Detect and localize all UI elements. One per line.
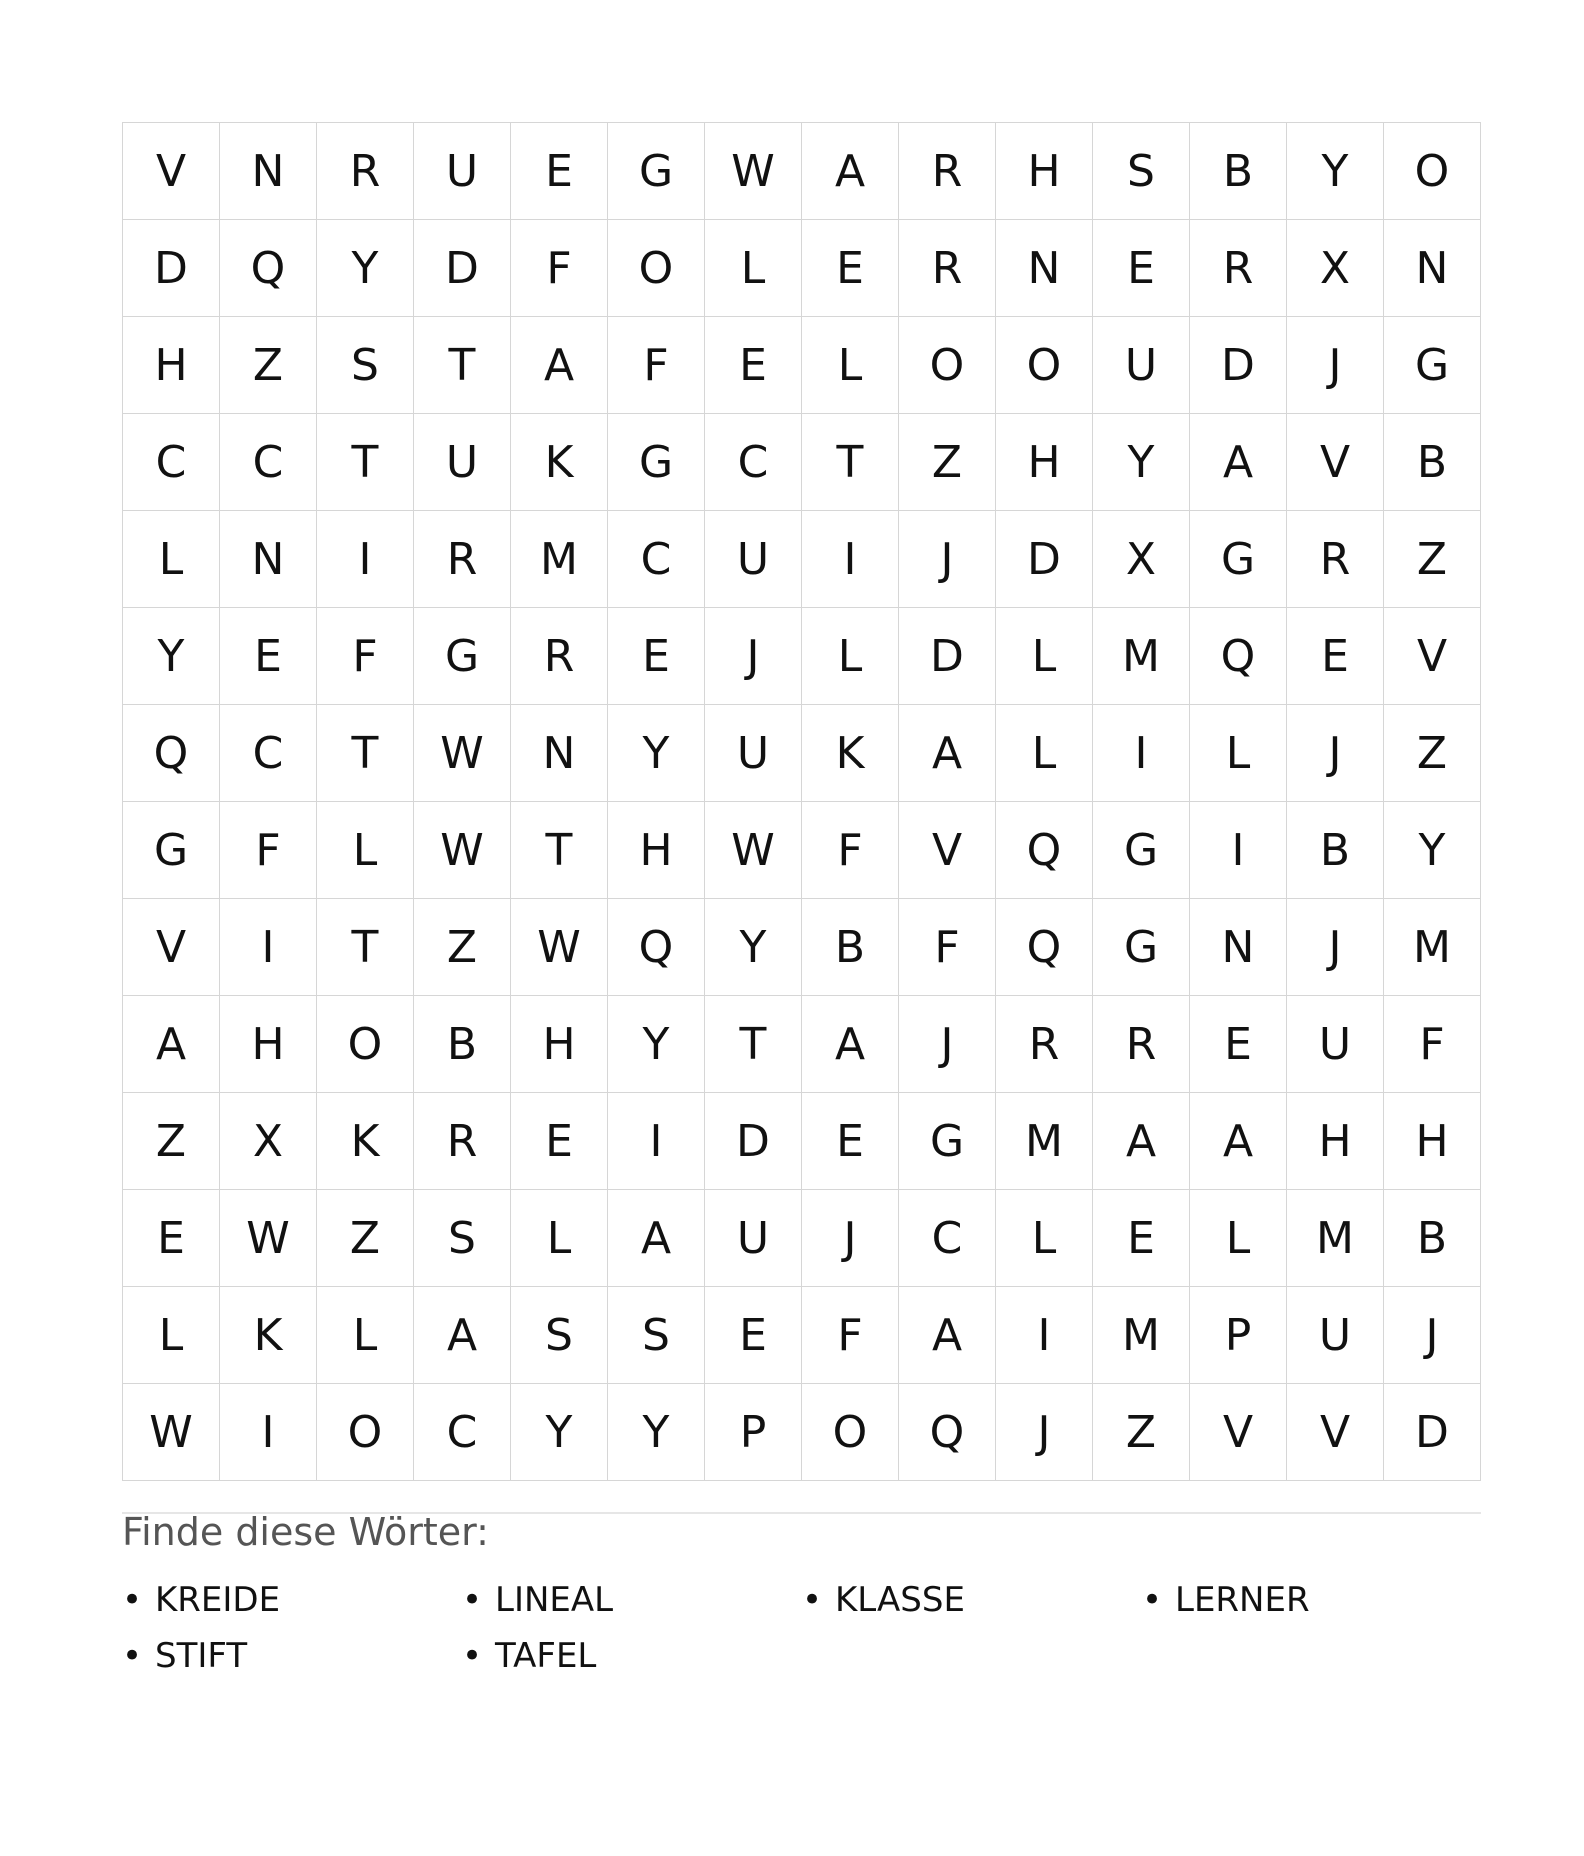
grid-cell[interactable]: I [220,899,317,996]
grid-cell[interactable]: I [802,511,899,608]
grid-cell[interactable]: I [220,1384,317,1481]
word-list-heading: Finde diese Wörter: [122,1510,489,1554]
grid-cell[interactable]: I [317,511,414,608]
grid-cell[interactable]: L [123,511,220,608]
word-list-item [1142,1572,1482,1628]
grid-cell[interactable]: J [1384,1287,1481,1384]
grid-cell[interactable]: Y [511,1384,608,1481]
grid-cell[interactable]: Y [1287,123,1384,220]
grid-cell[interactable]: E [1287,608,1384,705]
grid-cell[interactable]: U [414,123,511,220]
grid-cell[interactable]: L [705,220,802,317]
grid-cell[interactable]: F [511,220,608,317]
word-label: LERNER [1175,1580,1310,1620]
grid-cell[interactable]: L [802,317,899,414]
grid-cell[interactable]: B [802,899,899,996]
bullet-icon: • [802,1580,823,1620]
grid-cell[interactable]: U [705,1190,802,1287]
grid-cell[interactable]: L [511,1190,608,1287]
grid-cell[interactable]: S [317,317,414,414]
grid-cell[interactable]: N [1384,220,1481,317]
grid-cell[interactable]: H [220,996,317,1093]
grid-cell[interactable]: Z [1384,511,1481,608]
grid-cell[interactable]: I [1190,802,1287,899]
grid-cell[interactable]: A [899,1287,996,1384]
letter-grid [122,122,1481,1481]
grid-cell[interactable]: V [1287,414,1384,511]
grid-cell[interactable]: B [414,996,511,1093]
word-label: LINEAL [495,1580,614,1620]
grid-cell[interactable]: J [1287,899,1384,996]
grid-cell[interactable]: H [996,414,1093,511]
grid-cell[interactable]: B [1384,1190,1481,1287]
grid-cell[interactable]: J [899,996,996,1093]
grid-cell[interactable]: T [511,802,608,899]
grid-cell[interactable]: J [705,608,802,705]
grid-cell[interactable]: Z [1384,705,1481,802]
grid-cell[interactable]: O [317,996,414,1093]
bullet-icon: • [462,1580,483,1620]
grid-cell[interactable]: D [996,511,1093,608]
grid-cell[interactable]: L [1190,1190,1287,1287]
grid-cell[interactable]: E [123,1190,220,1287]
word-list-item [802,1572,1142,1628]
grid-cell[interactable]: C [608,511,705,608]
grid-cell[interactable]: W [705,802,802,899]
grid-cell[interactable]: E [802,1093,899,1190]
grid-cell[interactable]: Y [1093,414,1190,511]
grid-cell[interactable]: V [1287,1384,1384,1481]
grid-cell[interactable]: E [705,317,802,414]
grid-cell[interactable]: E [220,608,317,705]
grid-cell[interactable]: V [899,802,996,899]
grid-cell[interactable]: A [1190,414,1287,511]
grid-cell[interactable]: L [123,1287,220,1384]
grid-cell[interactable]: A [1190,1093,1287,1190]
grid-cell[interactable]: B [1190,123,1287,220]
grid-cell[interactable]: A [899,705,996,802]
grid-cell[interactable]: Z [1093,1384,1190,1481]
grid-cell[interactable]: Z [123,1093,220,1190]
grid-cell[interactable]: R [317,123,414,220]
word-label: TAFEL [495,1636,597,1676]
grid-cell[interactable]: K [802,705,899,802]
grid-cell[interactable]: Y [317,220,414,317]
grid-cell[interactable]: T [802,414,899,511]
grid-cell[interactable]: L [317,1287,414,1384]
grid-cell[interactable]: X [1287,220,1384,317]
grid-cell[interactable]: Y [123,608,220,705]
grid-cell[interactable]: X [220,1093,317,1190]
grid-cell[interactable]: M [511,511,608,608]
grid-cell[interactable]: U [1093,317,1190,414]
grid-cell[interactable]: C [123,414,220,511]
grid-cell[interactable]: N [220,123,317,220]
grid-cell[interactable]: K [511,414,608,511]
grid-cell[interactable]: Q [220,220,317,317]
grid-cell[interactable]: U [705,511,802,608]
grid-cell[interactable]: H [996,123,1093,220]
grid-cell[interactable]: W [220,1190,317,1287]
grid-cell[interactable]: F [899,899,996,996]
grid-cell[interactable]: G [414,608,511,705]
grid-cell[interactable]: G [1093,802,1190,899]
grid-cell[interactable]: D [1190,317,1287,414]
grid-cell[interactable]: W [414,705,511,802]
grid-cell[interactable]: E [802,220,899,317]
grid-cell[interactable]: R [414,1093,511,1190]
grid-cell[interactable]: F [802,802,899,899]
grid-cell[interactable]: S [608,1287,705,1384]
grid-cell[interactable]: L [317,802,414,899]
grid-cell[interactable]: C [899,1190,996,1287]
grid-cell[interactable]: H [608,802,705,899]
grid-cell[interactable]: R [414,511,511,608]
grid-cell[interactable]: L [996,1190,1093,1287]
grid-cell[interactable]: N [511,705,608,802]
grid-cell[interactable]: V [123,123,220,220]
grid-cell[interactable]: E [705,1287,802,1384]
grid-cell[interactable]: G [123,802,220,899]
grid-cell[interactable]: A [511,317,608,414]
grid-cell[interactable]: V [1190,1384,1287,1481]
word-list-item [122,1628,462,1684]
grid-cell[interactable]: D [1384,1384,1481,1481]
grid-cell[interactable]: S [414,1190,511,1287]
grid-cell[interactable]: Z [317,1190,414,1287]
grid-cell[interactable]: R [511,608,608,705]
grid-cell[interactable]: A [802,123,899,220]
grid-cell[interactable]: Q [1190,608,1287,705]
grid-cell[interactable]: H [1287,1093,1384,1190]
word-label: KLASSE [835,1580,965,1620]
grid-cell[interactable]: Q [608,899,705,996]
grid-cell[interactable]: U [705,705,802,802]
grid-cell[interactable]: R [1190,220,1287,317]
grid-cell[interactable]: I [608,1093,705,1190]
grid-cell[interactable]: J [1287,705,1384,802]
grid-cell[interactable]: C [220,414,317,511]
grid-cell[interactable]: K [220,1287,317,1384]
grid-cell[interactable]: A [802,996,899,1093]
grid-cell[interactable]: G [608,123,705,220]
grid-cell[interactable]: Z [414,899,511,996]
grid-cell[interactable]: A [414,1287,511,1384]
grid-cell[interactable]: Q [996,899,1093,996]
grid-cell[interactable]: Y [608,705,705,802]
grid-cell[interactable]: S [511,1287,608,1384]
grid-cell[interactable]: H [511,996,608,1093]
grid-cell[interactable]: H [123,317,220,414]
grid-cell[interactable]: A [608,1190,705,1287]
grid-cell[interactable]: V [123,899,220,996]
grid-cell[interactable]: H [1384,1093,1481,1190]
grid-cell[interactable]: C [705,414,802,511]
grid-cell[interactable]: Q [899,1384,996,1481]
grid-cell[interactable]: P [705,1384,802,1481]
grid-cell[interactable]: S [1093,123,1190,220]
grid-cell[interactable]: B [1287,802,1384,899]
grid-cell[interactable]: F [802,1287,899,1384]
grid-cell[interactable]: O [996,317,1093,414]
grid-cell[interactable]: M [1093,1287,1190,1384]
grid-cell[interactable]: E [1093,1190,1190,1287]
grid-cell[interactable]: M [1093,608,1190,705]
grid-cell[interactable]: U [414,414,511,511]
grid-cell[interactable]: J [996,1384,1093,1481]
bullet-icon: • [122,1580,143,1620]
grid-cell[interactable]: T [705,996,802,1093]
grid-cell[interactable]: Y [608,1384,705,1481]
grid-cell[interactable]: W [511,899,608,996]
grid-cell[interactable]: Q [123,705,220,802]
word-label: STIFT [155,1636,248,1676]
grid-cell[interactable]: A [123,996,220,1093]
grid-cell[interactable]: D [705,1093,802,1190]
grid-cell[interactable]: O [802,1384,899,1481]
grid-cell[interactable]: Z [220,317,317,414]
grid-cell[interactable]: W [123,1384,220,1481]
grid-cell[interactable]: B [1384,414,1481,511]
grid-cell[interactable]: U [1287,1287,1384,1384]
grid-cell[interactable]: G [1384,317,1481,414]
grid-cell[interactable]: Y [608,996,705,1093]
grid-cell[interactable]: G [899,1093,996,1190]
grid-cell[interactable]: T [317,705,414,802]
grid-cell[interactable]: F [220,802,317,899]
grid-cell[interactable]: Q [996,802,1093,899]
grid-cell[interactable]: D [899,608,996,705]
grid-cell[interactable]: U [1287,996,1384,1093]
grid-cell[interactable]: C [220,705,317,802]
grid-cell[interactable]: F [317,608,414,705]
grid-cell[interactable]: R [1093,996,1190,1093]
grid-cell[interactable]: W [705,123,802,220]
bullet-icon: • [1142,1580,1163,1620]
grid-cell[interactable]: J [899,511,996,608]
word-list-item [462,1628,802,1684]
grid-cell[interactable]: Y [705,899,802,996]
bullet-icon: • [462,1636,483,1676]
grid-cell[interactable]: T [317,899,414,996]
grid-cell[interactable]: E [1093,220,1190,317]
grid-cell[interactable]: L [996,705,1093,802]
grid-cell[interactable]: R [899,220,996,317]
grid-cell[interactable]: G [1190,511,1287,608]
grid-cell[interactable]: O [608,220,705,317]
word-list [122,1572,1481,1684]
grid-cell[interactable]: X [1093,511,1190,608]
grid-cell[interactable]: I [996,1287,1093,1384]
grid-cell[interactable]: A [1093,1093,1190,1190]
grid-cell[interactable]: P [1190,1287,1287,1384]
grid-cell[interactable]: K [317,1093,414,1190]
grid-cell[interactable]: G [1093,899,1190,996]
grid-cell[interactable]: O [1384,123,1481,220]
grid-cell[interactable]: Y [1384,802,1481,899]
grid-cell[interactable]: Z [899,414,996,511]
grid-cell[interactable]: G [608,414,705,511]
grid-cell[interactable]: M [1287,1190,1384,1287]
grid-cell[interactable]: L [802,608,899,705]
grid-cell[interactable]: O [317,1384,414,1481]
grid-cell[interactable]: N [220,511,317,608]
grid-cell[interactable]: J [802,1190,899,1287]
grid-cell[interactable]: R [1287,511,1384,608]
grid-cell[interactable]: J [1287,317,1384,414]
grid-cell[interactable]: N [1190,899,1287,996]
grid-cell[interactable]: E [608,608,705,705]
grid-cell[interactable]: E [511,123,608,220]
grid-cell[interactable]: E [511,1093,608,1190]
grid-cell[interactable]: R [996,996,1093,1093]
grid-cell[interactable]: C [414,1384,511,1481]
grid-cell[interactable]: T [317,414,414,511]
grid-cell[interactable]: I [1093,705,1190,802]
grid-cell[interactable]: R [899,123,996,220]
grid-cell[interactable]: D [414,220,511,317]
grid-cell[interactable]: M [1384,899,1481,996]
grid-cell[interactable]: E [1190,996,1287,1093]
grid-cell[interactable]: M [996,1093,1093,1190]
grid-cell[interactable]: F [608,317,705,414]
grid-cell[interactable]: O [899,317,996,414]
word-label: KREIDE [155,1580,281,1620]
grid-cell[interactable]: T [414,317,511,414]
word-list-item [122,1572,462,1628]
grid-cell[interactable]: L [996,608,1093,705]
word-list-item [462,1572,802,1628]
grid-cell[interactable]: F [1384,996,1481,1093]
grid-cell[interactable]: D [123,220,220,317]
grid-cell[interactable]: L [1190,705,1287,802]
grid-cell[interactable]: W [414,802,511,899]
grid-cell[interactable]: V [1384,608,1481,705]
grid-cell[interactable]: N [996,220,1093,317]
bullet-icon: • [122,1636,143,1676]
